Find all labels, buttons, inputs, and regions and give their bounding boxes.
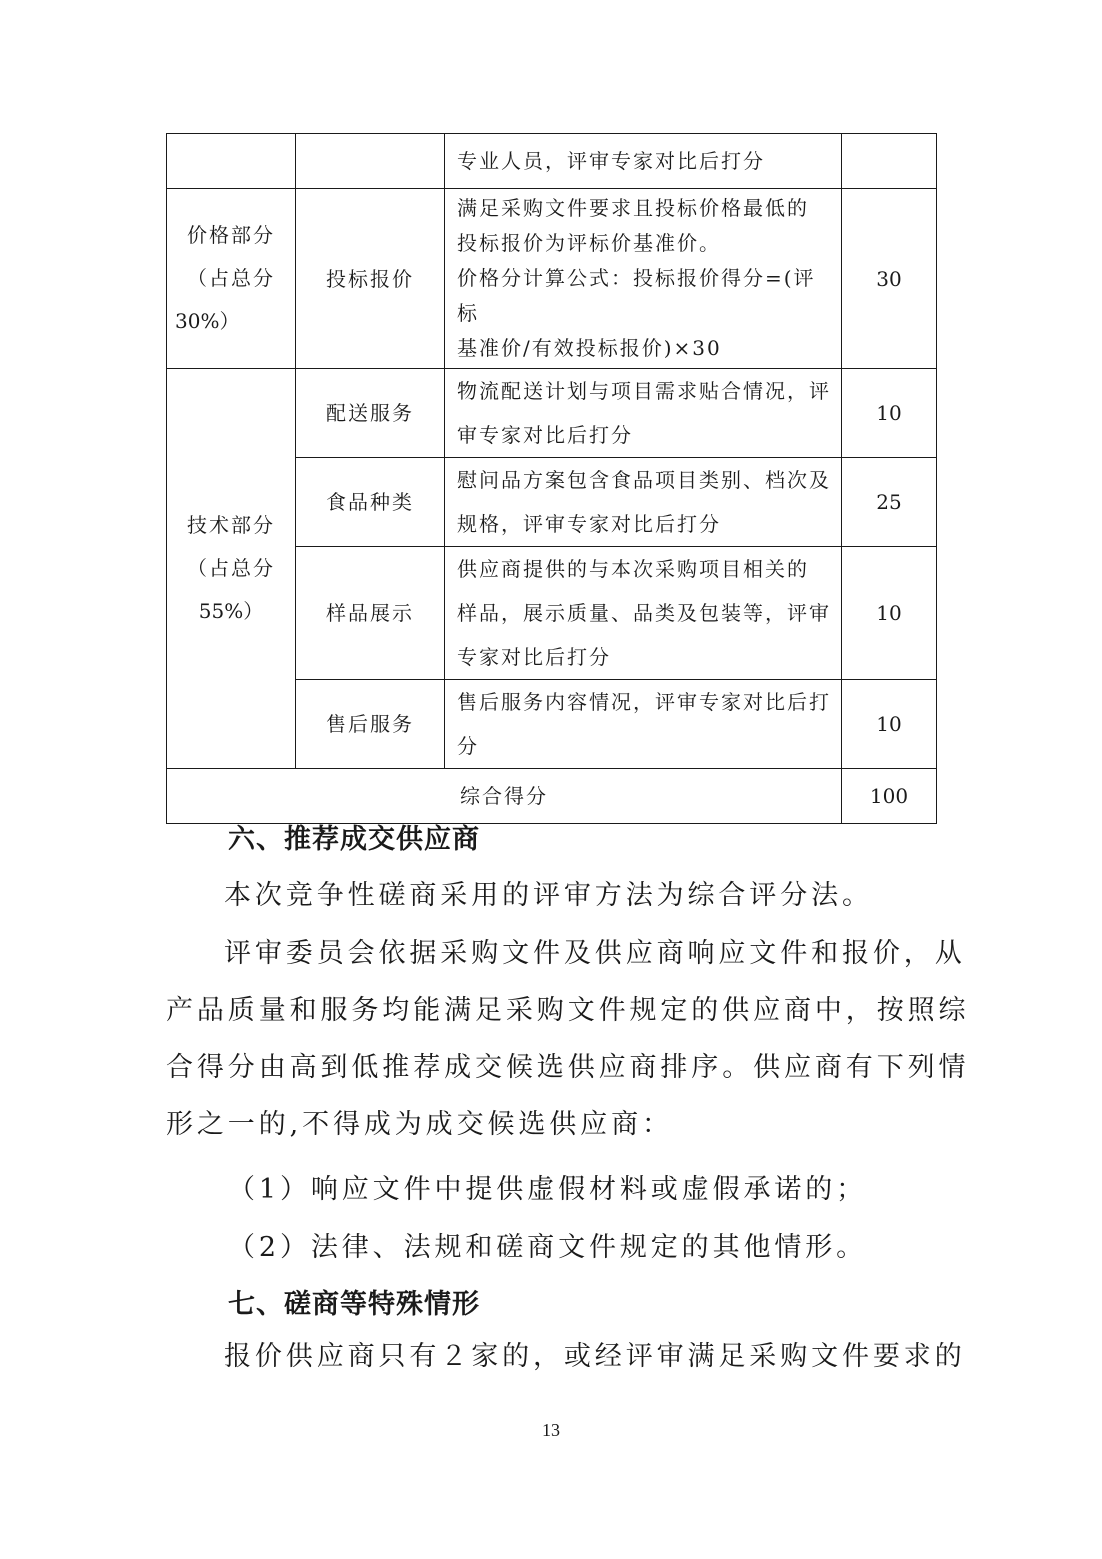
- criteria-text: 满足采购文件要求且投标价格最低的: [457, 196, 809, 220]
- page-number: 13: [542, 1420, 560, 1440]
- total-label: 综合得分: [167, 769, 842, 824]
- criteria-text: 审专家对比后打分: [457, 423, 633, 447]
- category-price: [167, 189, 296, 369]
- list-item: （2）法律、法规和磋商文件规定的其他情形。: [228, 1232, 868, 1263]
- paragraph: [166, 925, 970, 1153]
- scoring-table: [166, 133, 937, 824]
- criteria-text: 售后服务内容情况，评审专家对比后打: [457, 690, 831, 714]
- criteria-text: 供应商提供的与本次采购项目相关的: [457, 557, 809, 581]
- criteria-text: 慰问品方案包含食品项目类别、档次及: [457, 468, 831, 492]
- criteria-text: 价格分计算公式：投标报价得分=(评标: [457, 266, 816, 325]
- category-tech: [167, 369, 296, 769]
- item-cell-empty: [296, 134, 445, 189]
- category-percent: 30%）: [175, 309, 240, 333]
- category-cell-empty: [167, 134, 296, 189]
- criteria-text: 专业人员，评审专家对比后打分: [457, 149, 765, 173]
- category-share: （占总分: [187, 266, 275, 290]
- paragraph-line: 报价供应商只有２家的，或经评审满足采购文件要求的: [224, 1341, 966, 1372]
- item-delivery: 配送服务: [296, 369, 445, 458]
- paragraph-line: 合得分由高到低推荐成交候选供应商排序。供应商有下列情: [166, 1052, 970, 1083]
- score-cell: 10: [842, 369, 937, 458]
- criteria-cell: [445, 369, 842, 458]
- criteria-cell: [445, 189, 842, 369]
- paragraph-line: 形之一的,不得成为成交候选供应商：: [166, 1109, 673, 1140]
- category-share: （占总分: [187, 556, 275, 580]
- criteria-cell: [445, 680, 842, 769]
- total-score: 100: [842, 769, 937, 824]
- criteria-text: 专家对比后打分: [457, 645, 611, 669]
- score-cell: 10: [842, 547, 937, 680]
- criteria-text: 分: [457, 734, 479, 758]
- table-row: [167, 189, 937, 369]
- section-heading: 六、推荐成交供应商: [228, 824, 480, 855]
- score-cell: 25: [842, 458, 937, 547]
- item-after-sales: 售后服务: [296, 680, 445, 769]
- table-row-total: [167, 769, 937, 824]
- score-cell: [842, 134, 937, 189]
- category-percent: 55%）: [198, 599, 264, 623]
- paragraph: [166, 1328, 966, 1385]
- item-food-types: 食品种类: [296, 458, 445, 547]
- criteria-cell: [445, 458, 842, 547]
- criteria-text: 规格，评审专家对比后打分: [457, 512, 721, 536]
- item-samples: 样品展示: [296, 547, 445, 680]
- table-row: [167, 134, 937, 189]
- paragraph-line: 产品质量和服务均能满足采购文件规定的供应商中，按照综: [166, 995, 970, 1026]
- paragraph: [166, 867, 936, 924]
- criteria-text: 投标报价为评标价基准价。: [457, 231, 721, 255]
- category-label: 技术部分: [187, 513, 275, 537]
- criteria-cell: [445, 547, 842, 680]
- category-label: 价格部分: [187, 223, 275, 247]
- criteria-text: 基准价/有效投标报价)×30: [457, 336, 722, 360]
- score-cell: 30: [842, 189, 937, 369]
- score-cell: 10: [842, 680, 937, 769]
- list-item: （1）响应文件中提供虚假材料或虚假承诺的；: [228, 1174, 868, 1205]
- criteria-text: 样品，展示质量、品类及包装等，评审: [457, 601, 831, 625]
- paragraph-line: 评审委员会依据采购文件及供应商响应文件和报价，从: [224, 938, 966, 969]
- criteria-text: 物流配送计划与项目需求贴合情况，评: [457, 379, 831, 403]
- paragraph-line: 本次竞争性磋商采用的评审方法为综合评分法。: [224, 880, 873, 911]
- criteria-cell: [445, 134, 842, 189]
- item-bid-price: 投标报价: [296, 189, 445, 369]
- section-heading: 七、磋商等特殊情形: [228, 1289, 480, 1320]
- table-row: [167, 369, 937, 458]
